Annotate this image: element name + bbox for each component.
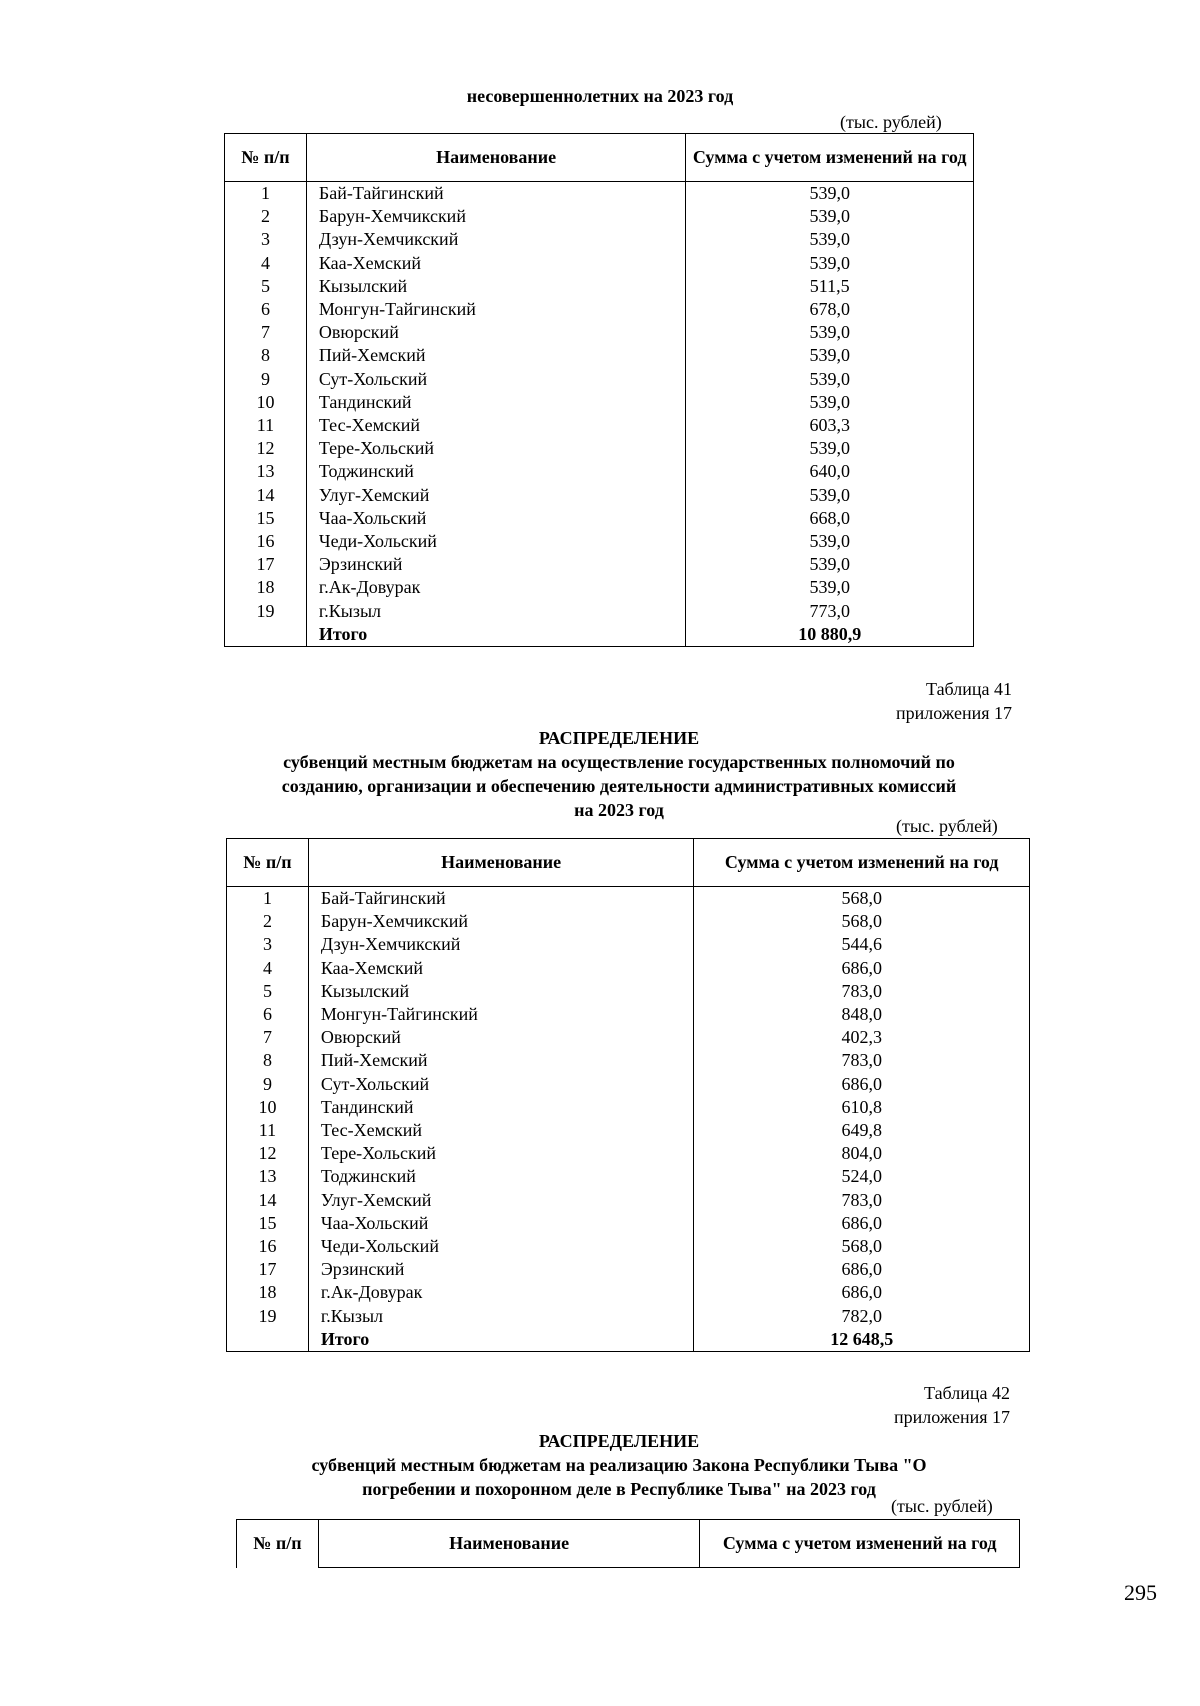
row-number: 1 <box>227 887 309 911</box>
table-row <box>227 1189 1030 1212</box>
row-name: Тоджинский <box>306 460 686 483</box>
table42-subtitle-line2: погребении и похоронном деле в Республике Тыва" на 2023 год <box>362 1479 876 1499</box>
row-number: 7 <box>227 1026 309 1049</box>
table41-header-sum: Сумма с учетом изменений на год <box>694 839 1030 887</box>
row-name: г.Ак-Довурак <box>306 576 686 599</box>
row-name: Бай-Тайгинский <box>308 887 694 911</box>
table-row <box>227 1258 1030 1281</box>
table-row <box>227 1281 1030 1304</box>
table42-unit: (тыс. рублей) <box>891 1496 993 1516</box>
row-name: Эрзинский <box>308 1258 694 1281</box>
row-number: 12 <box>225 437 307 460</box>
row-value: 539,0 <box>686 228 974 251</box>
row-value: 539,0 <box>686 368 974 391</box>
table-row <box>227 1212 1030 1235</box>
row-value: 511,5 <box>686 275 974 298</box>
table-row <box>225 576 974 599</box>
total-row <box>227 1328 1030 1352</box>
row-value: 668,0 <box>686 507 974 530</box>
row-name: Дзун-Хемчикский <box>308 933 694 956</box>
total-value: 10 880,9 <box>686 623 974 647</box>
row-number: 18 <box>225 576 307 599</box>
table42-subtitle-line1: субвенций местным бюджетам на реализацию Закона Республики Тыва "О <box>311 1455 927 1475</box>
row-number: 16 <box>227 1235 309 1258</box>
row-name: Каа-Хемский <box>306 252 686 275</box>
row-number: 6 <box>227 1003 309 1026</box>
table-row <box>227 1073 1030 1096</box>
table42-header-num: № п/п <box>237 1520 319 1568</box>
row-number: 17 <box>227 1258 309 1281</box>
row-value: 783,0 <box>694 980 1030 1003</box>
table-row <box>227 1026 1030 1049</box>
row-name: Овюрский <box>308 1026 694 1049</box>
page-number: 295 <box>1124 1580 1157 1605</box>
table-row <box>227 980 1030 1003</box>
row-number: 4 <box>227 957 309 980</box>
row-number: 6 <box>225 298 307 321</box>
row-name: Тере-Хольский <box>308 1142 694 1165</box>
table-row <box>225 205 974 228</box>
row-value: 539,0 <box>686 484 974 507</box>
row-name: Улуг-Хемский <box>306 484 686 507</box>
table-row <box>225 414 974 437</box>
table-row <box>225 484 974 507</box>
row-number: 12 <box>227 1142 309 1165</box>
table-row <box>227 910 1030 933</box>
row-value: 539,0 <box>686 437 974 460</box>
table41-subtitle-line2: созданию, организации и обеспечению деятельности административных комиссий <box>281 776 957 796</box>
row-name: г.Ак-Довурак <box>308 1281 694 1304</box>
row-number: 3 <box>225 228 307 251</box>
row-name: Овюрский <box>306 321 686 344</box>
row-value: 678,0 <box>686 298 974 321</box>
row-name: Сут-Хольский <box>308 1073 694 1096</box>
row-name: г.Кызыл <box>306 600 686 623</box>
row-value: 544,6 <box>694 933 1030 956</box>
row-number: 11 <box>227 1119 309 1142</box>
table42-heading: РАСПРЕДЕЛЕНИЕ <box>538 1431 700 1451</box>
table41-body <box>227 887 1030 1352</box>
row-number: 10 <box>225 391 307 414</box>
row-name: Чаа-Хольский <box>308 1212 694 1235</box>
row-number: 5 <box>227 980 309 1003</box>
row-number: 9 <box>227 1073 309 1096</box>
table-row <box>227 1003 1030 1026</box>
row-value: 686,0 <box>694 1258 1030 1281</box>
table41 <box>226 838 1030 1352</box>
row-name: г.Кызыл <box>308 1305 694 1328</box>
row-name: Монгун-Тайгинский <box>308 1003 694 1026</box>
table42-caption-appendix: приложения 17 <box>893 1407 1010 1427</box>
row-value: 603,3 <box>686 414 974 437</box>
row-value: 568,0 <box>694 910 1030 933</box>
row-number: 18 <box>227 1281 309 1304</box>
table-row <box>225 275 974 298</box>
row-name: Тес-Хемский <box>308 1119 694 1142</box>
row-value: 686,0 <box>694 957 1030 980</box>
row-value: 783,0 <box>694 1189 1030 1212</box>
row-number: 19 <box>227 1305 309 1328</box>
row-value: 539,0 <box>686 530 974 553</box>
table42-caption <box>700 1381 1010 1429</box>
row-value: 773,0 <box>686 600 974 623</box>
table-row <box>227 1305 1030 1328</box>
table-row <box>225 530 974 553</box>
row-number: 14 <box>227 1189 309 1212</box>
row-value: 568,0 <box>694 887 1030 911</box>
row-name: Пий-Хемский <box>306 344 686 367</box>
row-value: 539,0 <box>686 576 974 599</box>
row-value: 539,0 <box>686 205 974 228</box>
table-row <box>227 1119 1030 1142</box>
row-value: 539,0 <box>686 321 974 344</box>
table40-title: несовершеннолетних на 2023 год <box>466 86 734 106</box>
row-name: Барун-Хемчикский <box>308 910 694 933</box>
table40-header-sum: Сумма с учетом изменений на год <box>686 134 974 182</box>
row-name: Барун-Хемчикский <box>306 205 686 228</box>
table-row <box>225 228 974 251</box>
table42-header-name: Наименование <box>318 1520 700 1568</box>
table41-subtitle <box>224 750 1014 822</box>
table-row <box>227 887 1030 911</box>
row-number: 15 <box>225 507 307 530</box>
table-row <box>225 460 974 483</box>
row-number: 10 <box>227 1096 309 1119</box>
row-value: 539,0 <box>686 391 974 414</box>
row-value: 539,0 <box>686 252 974 275</box>
row-number: 2 <box>227 910 309 933</box>
table40 <box>224 133 974 647</box>
row-name: Улуг-Хемский <box>308 1189 694 1212</box>
row-number: 2 <box>225 205 307 228</box>
table41-subtitle-line1: субвенций местным бюджетам на осуществление государственных полномочий по <box>283 752 955 772</box>
total-empty-cell <box>227 1328 309 1352</box>
row-value: 783,0 <box>694 1049 1030 1072</box>
row-name: Кызылский <box>308 980 694 1003</box>
table-row <box>225 182 974 206</box>
row-name: Чеди-Хольский <box>308 1235 694 1258</box>
row-number: 1 <box>225 182 307 206</box>
table-row <box>225 252 974 275</box>
row-name: Сут-Хольский <box>306 368 686 391</box>
table40-body <box>225 182 974 647</box>
row-value: 568,0 <box>694 1235 1030 1258</box>
table-row <box>227 1142 1030 1165</box>
row-number: 3 <box>227 933 309 956</box>
table-row <box>225 507 974 530</box>
table-row <box>227 1049 1030 1072</box>
row-name: Монгун-Тайгинский <box>306 298 686 321</box>
row-number: 17 <box>225 553 307 576</box>
table-row <box>227 1096 1030 1119</box>
row-value: 539,0 <box>686 344 974 367</box>
row-value: 848,0 <box>694 1003 1030 1026</box>
table-row <box>227 957 1030 980</box>
table41-caption-appendix: приложения 17 <box>895 703 1012 723</box>
total-value: 12 648,5 <box>694 1328 1030 1352</box>
row-value: 782,0 <box>694 1305 1030 1328</box>
row-number: 19 <box>225 600 307 623</box>
table-row <box>225 344 974 367</box>
table42-subtitle <box>224 1453 1014 1501</box>
row-value: 539,0 <box>686 182 974 206</box>
row-name: Бай-Тайгинский <box>306 182 686 206</box>
row-number: 13 <box>227 1165 309 1188</box>
table-row <box>227 1165 1030 1188</box>
row-name: Пий-Хемский <box>308 1049 694 1072</box>
table41-caption-number: Таблица 41 <box>926 679 1012 699</box>
row-value: 402,3 <box>694 1026 1030 1049</box>
table-row <box>225 553 974 576</box>
total-empty-cell <box>225 623 307 647</box>
table-row <box>227 1235 1030 1258</box>
table40-header-num: № п/п <box>225 134 307 182</box>
row-value: 539,0 <box>686 553 974 576</box>
row-number: 11 <box>225 414 307 437</box>
total-label: Итого <box>308 1328 694 1352</box>
total-row <box>225 623 974 647</box>
row-value: 640,0 <box>686 460 974 483</box>
row-number: 8 <box>227 1049 309 1072</box>
table40-header-name: Наименование <box>306 134 686 182</box>
table-row <box>225 298 974 321</box>
total-label: Итого <box>306 623 686 647</box>
table-row <box>225 437 974 460</box>
row-name: Чеди-Хольский <box>306 530 686 553</box>
row-name: Кызылский <box>306 275 686 298</box>
table40-unit: (тыс. рублей) <box>840 112 942 132</box>
row-number: 7 <box>225 321 307 344</box>
table42-caption-number: Таблица 42 <box>924 1383 1010 1403</box>
row-name: Эрзинский <box>306 553 686 576</box>
table41-header-num: № п/п <box>227 839 309 887</box>
row-number: 8 <box>225 344 307 367</box>
row-value: 610,8 <box>694 1096 1030 1119</box>
row-name: Тоджинский <box>308 1165 694 1188</box>
row-number: 13 <box>225 460 307 483</box>
row-name: Тандинский <box>308 1096 694 1119</box>
row-value: 524,0 <box>694 1165 1030 1188</box>
row-name: Чаа-Хольский <box>306 507 686 530</box>
row-value: 686,0 <box>694 1212 1030 1235</box>
table41-header-name: Наименование <box>308 839 694 887</box>
row-value: 804,0 <box>694 1142 1030 1165</box>
row-number: 16 <box>225 530 307 553</box>
row-value: 686,0 <box>694 1281 1030 1304</box>
table42-header-sum: Сумма с учетом изменений на год <box>700 1520 1020 1568</box>
row-name: Каа-Хемский <box>308 957 694 980</box>
row-name: Тес-Хемский <box>306 414 686 437</box>
row-number: 14 <box>225 484 307 507</box>
table41-subtitle-line3: на 2023 год <box>574 800 664 820</box>
table-row <box>225 391 974 414</box>
row-value: 649,8 <box>694 1119 1030 1142</box>
table-row <box>225 321 974 344</box>
row-value: 686,0 <box>694 1073 1030 1096</box>
table41-unit: (тыс. рублей) <box>896 816 998 836</box>
row-name: Дзун-Хемчикский <box>306 228 686 251</box>
row-number: 5 <box>225 275 307 298</box>
table-row <box>227 933 1030 956</box>
row-number: 15 <box>227 1212 309 1235</box>
table41-caption <box>700 677 1012 725</box>
table-row <box>225 368 974 391</box>
table41-heading: РАСПРЕДЕЛЕНИЕ <box>538 728 700 748</box>
row-number: 9 <box>225 368 307 391</box>
row-number: 4 <box>225 252 307 275</box>
table-row <box>225 600 974 623</box>
table42 <box>236 1519 1020 1568</box>
row-name: Тандинский <box>306 391 686 414</box>
row-name: Тере-Хольский <box>306 437 686 460</box>
